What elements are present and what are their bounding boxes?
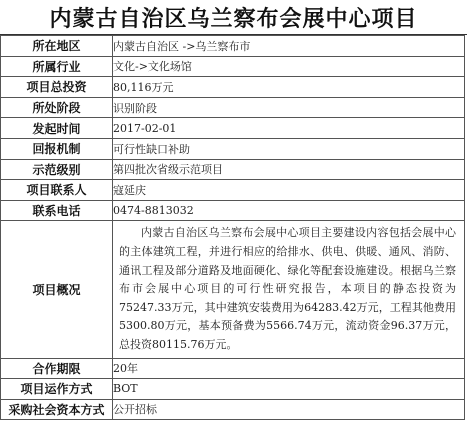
table-row-overview (1, 221, 465, 358)
table-row (1, 118, 465, 139)
table-row (1, 399, 465, 420)
row-value-cell (113, 221, 465, 358)
row-value: 文化->文化场馆 (113, 56, 465, 77)
row-label: 合作期限 (1, 358, 113, 379)
table-row (1, 200, 465, 221)
project-info-table (0, 35, 465, 420)
table-row (1, 56, 465, 77)
row-label: 项目联系人 (1, 180, 113, 201)
row-label: 项目概况 (1, 221, 113, 358)
row-label: 项目总投资 (1, 77, 113, 98)
row-value: 识别阶段 (113, 97, 465, 118)
row-label: 联系电话 (1, 200, 113, 221)
table-row (1, 358, 465, 379)
row-value: 可行性缺口补助 (113, 138, 465, 159)
table-row (1, 97, 465, 118)
row-value: 20年 (113, 358, 465, 379)
row-label: 所在地区 (1, 36, 113, 57)
row-value: 80,116万元 (113, 77, 465, 98)
row-label: 项目运作方式 (1, 379, 113, 400)
table-row (1, 379, 465, 400)
row-label: 所处阶段 (1, 97, 113, 118)
row-label: 所属行业 (1, 56, 113, 77)
row-value: 0474-8813032 (113, 200, 465, 221)
project-overview-text: 内蒙古自治区乌兰察布会展中心项目主要建设内容包括会展中心的主体建筑工程，并进行相应的给排水、供电、供暖、通风、消防、通讯工程及部分道路及地面硬化、绿化等配套设施建设。根据乌兰察布市会展中心项目的可行性研究报告，本项目的静态投资为75247.33万元，其中建筑安装费用为64283.42万元，工程其他费用5300.80万元，基本预备费为5566.74万元，流动资金96.37万元，总投资80115.76万元。 (119, 226, 456, 351)
table-row (1, 77, 465, 98)
row-value: 2017-02-01 (113, 118, 465, 139)
table-row (1, 36, 465, 57)
table-row (1, 138, 465, 159)
row-value: 公开招标 (113, 399, 465, 420)
table-row (1, 180, 465, 201)
row-value: BOT (113, 379, 465, 400)
row-label: 采购社会资本方式 (1, 399, 113, 420)
row-label: 回报机制 (1, 138, 113, 159)
table-row (1, 159, 465, 180)
row-label: 发起时间 (1, 118, 113, 139)
row-value: 寇延庆 (113, 180, 465, 201)
page-title: 内蒙古自治区乌兰察布会展中心项目 (0, 0, 467, 35)
row-value: 第四批次省级示范项目 (113, 159, 465, 180)
row-label: 示范级别 (1, 159, 113, 180)
row-value: 内蒙古自治区 ->乌兰察布市 (113, 36, 465, 57)
